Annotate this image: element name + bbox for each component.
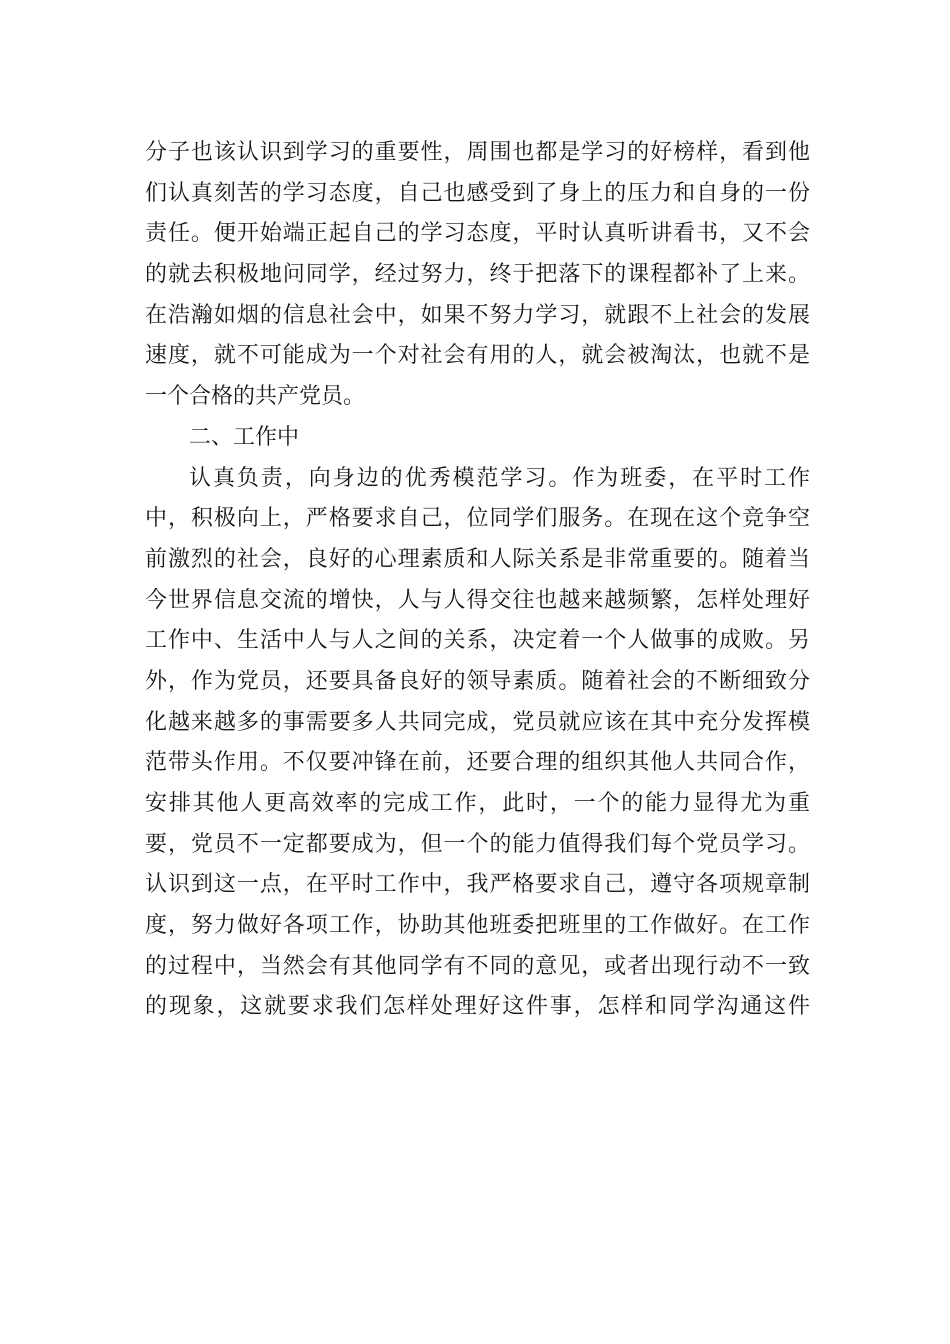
text-line: 今世界信息交流的增快，人与人得交往也越来越频繁，怎样处理好	[145, 587, 810, 613]
text-line: 工作中、生活中人与人之间的关系，决定着一个人做事的成败。另	[145, 628, 810, 654]
text-line: 认真负责，向身边的优秀模范学习。作为班委，在平时工作	[189, 465, 810, 491]
text-line: 分子也该认识到学习的重要性，周围也都是学习的好榜样，看到他	[145, 140, 810, 165]
text-line: 范带头作用。不仅要冲锋在前，还要合理的组织其他人共同合作，	[145, 750, 810, 776]
section-heading: 二、工作中	[189, 424, 300, 450]
text-line: 在浩瀚如烟的信息社会中，如果不努力学习，就跟不上社会的发展	[145, 302, 810, 328]
text-line: 前激烈的社会，良好的心理素质和人际关系是非常重要的。随着当	[145, 546, 810, 572]
text-line: 化越来越多的事需要多人共同完成，党员就应该在其中充分发挥模	[145, 709, 810, 735]
text-line: 外，作为党员，还要具备良好的领导素质。随着社会的不断细致分	[145, 668, 810, 694]
text-line: 们认真刻苦的学习态度，自己也感受到了身上的压力和自身的一份	[145, 180, 810, 206]
text-line: 的现象，这就要求我们怎样处理好这件事，怎样和同学沟通这件	[145, 994, 810, 1020]
text-line: 的就去积极地问同学，经过努力，终于把落下的课程都补了上来。	[145, 262, 810, 288]
text-line: 责任。便开始端正起自己的学习态度，平时认真听讲看书，又不会	[145, 221, 810, 247]
text-line: 度，努力做好各项工作，协助其他班委把班里的工作做好。在工作	[145, 913, 810, 939]
text-line: 安排其他人更高效率的完成工作，此时，一个的能力显得尤为重	[145, 791, 810, 816]
text-line: 的过程中，当然会有其他同学有不同的意见，或者出现行动不一致	[145, 953, 810, 979]
text-line: 要，党员不一定都要成为，但一个的能力值得我们每个党员学习。	[145, 831, 810, 857]
text-line: 认识到这一点，在平时工作中，我严格要求自己，遵守各项规章制	[145, 872, 810, 898]
text-line: 速度，就不可能成为一个对社会有用的人，就会被淘汰，也就不是	[145, 343, 810, 369]
document-body	[145, 133, 810, 1028]
text-line: 一个合格的共产党员。	[145, 384, 366, 410]
text-line: 中，积极向上，严格要求自己，位同学们服务。在现在这个竞争空	[145, 506, 810, 532]
